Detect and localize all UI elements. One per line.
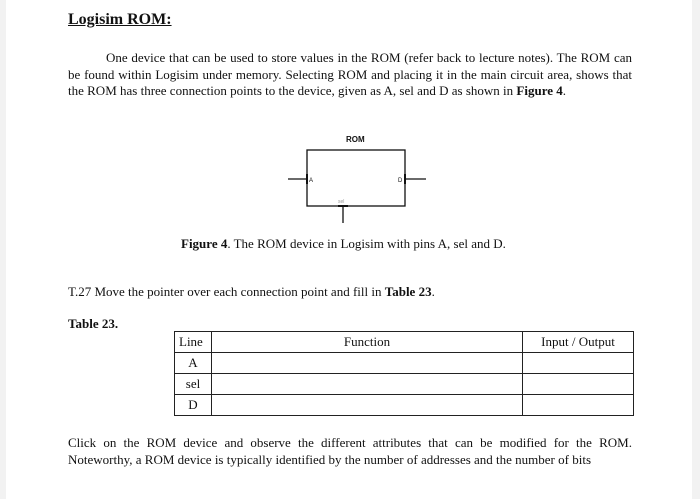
table-row [175,374,634,395]
row-line-cell: D [175,395,212,416]
row-line-cell: sel [175,374,212,395]
row-io-cell [523,374,634,395]
closing-paragraph: Click on the ROM device and observe the different attributes that can be modified for the ROM. Noteworthy, a ROM device is typically identified by the number of addresses and the number of bits [68,435,632,467]
task-text: T.27 Move the pointer over each connection point and fill in [68,284,385,299]
table-label: Table 23. [68,316,119,331]
table-23 [174,331,634,416]
caption-text: . The ROM device in Logisim with pins A, sel and D. [227,236,506,251]
row-function-cell [212,353,523,374]
intro-end: . [562,83,567,98]
document-page [6,0,692,499]
row-io-cell [523,353,634,374]
table-reference: Table 23 [384,284,432,299]
rom-title: ROM [346,135,365,144]
intro-text: One device that can be used to store values in the ROM (refer back to lecture notes). The ROM can be found within Logisim under memory. Selecting ROM and placing it in the main circuit area, shows that the ROM has three connection points to the device, given as A, sel and D as shown in [68,50,632,98]
row-line-cell: A [175,353,212,374]
header-line: Line [175,332,212,353]
section-heading: Logisim ROM: [68,11,172,28]
header-input-output: Input / Output [523,332,634,353]
pin-sel-label: sel [338,199,345,205]
intro-paragraph [68,50,632,100]
figure-caption [181,236,506,252]
table-header-row [175,332,634,353]
pin-d-label: D [398,178,403,184]
rom-device-figure [286,128,436,228]
caption-ref: Figure 4 [181,236,228,251]
task-instruction [68,284,435,300]
header-function: Function [212,332,523,353]
rom-body [307,150,405,206]
task-end: . [431,284,435,299]
table-row [175,395,634,416]
figure-reference: Figure 4 [516,83,563,98]
row-function-cell [212,374,523,395]
table-row [175,353,634,374]
row-io-cell [523,395,634,416]
row-function-cell [212,395,523,416]
pin-a-label: A [309,178,314,184]
